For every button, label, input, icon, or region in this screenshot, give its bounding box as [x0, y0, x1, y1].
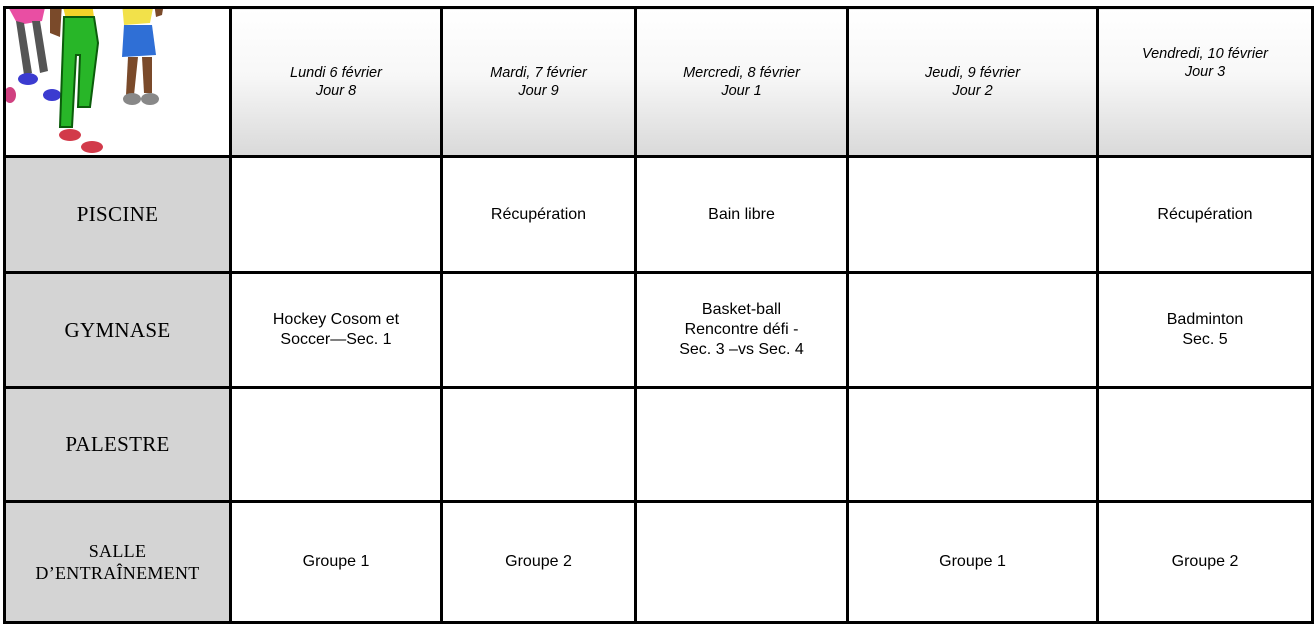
schedule-cell — [848, 388, 1098, 502]
day-name: Mardi, 7 février — [490, 65, 587, 81]
schedule-cell — [442, 273, 636, 388]
day-header-thursday — [848, 8, 1098, 157]
row-label-line: D’ENTRAÎNEMENT — [35, 563, 200, 583]
header-row — [5, 8, 1313, 157]
schedule-cell — [442, 388, 636, 502]
activity-text: Sec. 5 — [1182, 331, 1228, 348]
schedule-cell — [1098, 502, 1313, 623]
day-name: Mercredi, 8 février — [683, 65, 800, 81]
schedule-cell — [231, 502, 442, 623]
walkers-clipart-image — [6, 8, 186, 157]
schedule-row-salle-entrainement — [5, 502, 1313, 623]
day-header-tuesday — [442, 8, 636, 157]
day-header-friday — [1098, 8, 1313, 157]
activity-text: Bain libre — [708, 205, 775, 223]
schedule-cell — [231, 157, 442, 273]
schedule-cell — [231, 273, 442, 388]
day-name: Vendredi, 10 février — [1141, 46, 1268, 62]
schedule-row-piscine — [5, 157, 1313, 273]
schedule-cell — [1098, 388, 1313, 502]
schedule-row-gymnase — [5, 273, 1313, 388]
schedule-cell — [848, 273, 1098, 388]
schedule-cell — [848, 502, 1098, 623]
activity-text: Groupe 2 — [505, 553, 572, 570]
schedule-cell — [1098, 157, 1313, 273]
day-cycle: Jour 9 — [518, 83, 559, 99]
activity-text: Récupération — [490, 205, 587, 223]
day-cycle: Jour 1 — [721, 83, 762, 99]
schedule-cell — [442, 157, 636, 273]
activity-text: Rencontre défi - — [684, 321, 799, 338]
row-label-salle-entrainement — [5, 502, 231, 623]
row-label-palestre: PALESTRE — [5, 388, 231, 502]
corner-clipart-cell — [5, 8, 231, 157]
activity-text: Groupe 1 — [939, 553, 1006, 570]
day-name: Jeudi, 9 février — [924, 65, 1021, 81]
day-cycle: Jour 2 — [952, 83, 993, 99]
day-header-wednesday — [636, 8, 848, 157]
schedule-cell — [848, 157, 1098, 273]
day-name: Lundi 6 février — [290, 65, 382, 81]
schedule-cell — [231, 388, 442, 502]
schedule-cell — [636, 388, 848, 502]
activity-text: Basket-ball — [701, 301, 782, 318]
row-label-piscine: PISCINE — [5, 157, 231, 273]
activity-text: Hockey Cosom et — [272, 311, 400, 328]
activity-text: Soccer—Sec. 1 — [280, 331, 392, 348]
day-header-monday — [231, 8, 442, 157]
schedule-cell — [1098, 273, 1313, 388]
activity-text: Récupération — [1157, 205, 1253, 223]
schedule-table — [3, 6, 1314, 624]
schedule-row-palestre — [5, 388, 1313, 502]
activity-text: Groupe 2 — [1171, 553, 1239, 570]
activity-text: Sec. 3 –vs Sec. 4 — [679, 341, 804, 358]
day-cycle: Jour 3 — [1184, 64, 1226, 80]
schedule-cell — [636, 502, 848, 623]
day-cycle: Jour 8 — [315, 83, 357, 99]
schedule-cell — [442, 502, 636, 623]
activity-text: Badminton — [1166, 311, 1244, 328]
activity-text: Groupe 1 — [302, 553, 370, 570]
schedule-cell — [636, 273, 848, 388]
schedule-cell — [636, 157, 848, 273]
row-label-gymnase: GYMNASE — [5, 273, 231, 388]
row-label-line: SALLE — [88, 541, 147, 561]
